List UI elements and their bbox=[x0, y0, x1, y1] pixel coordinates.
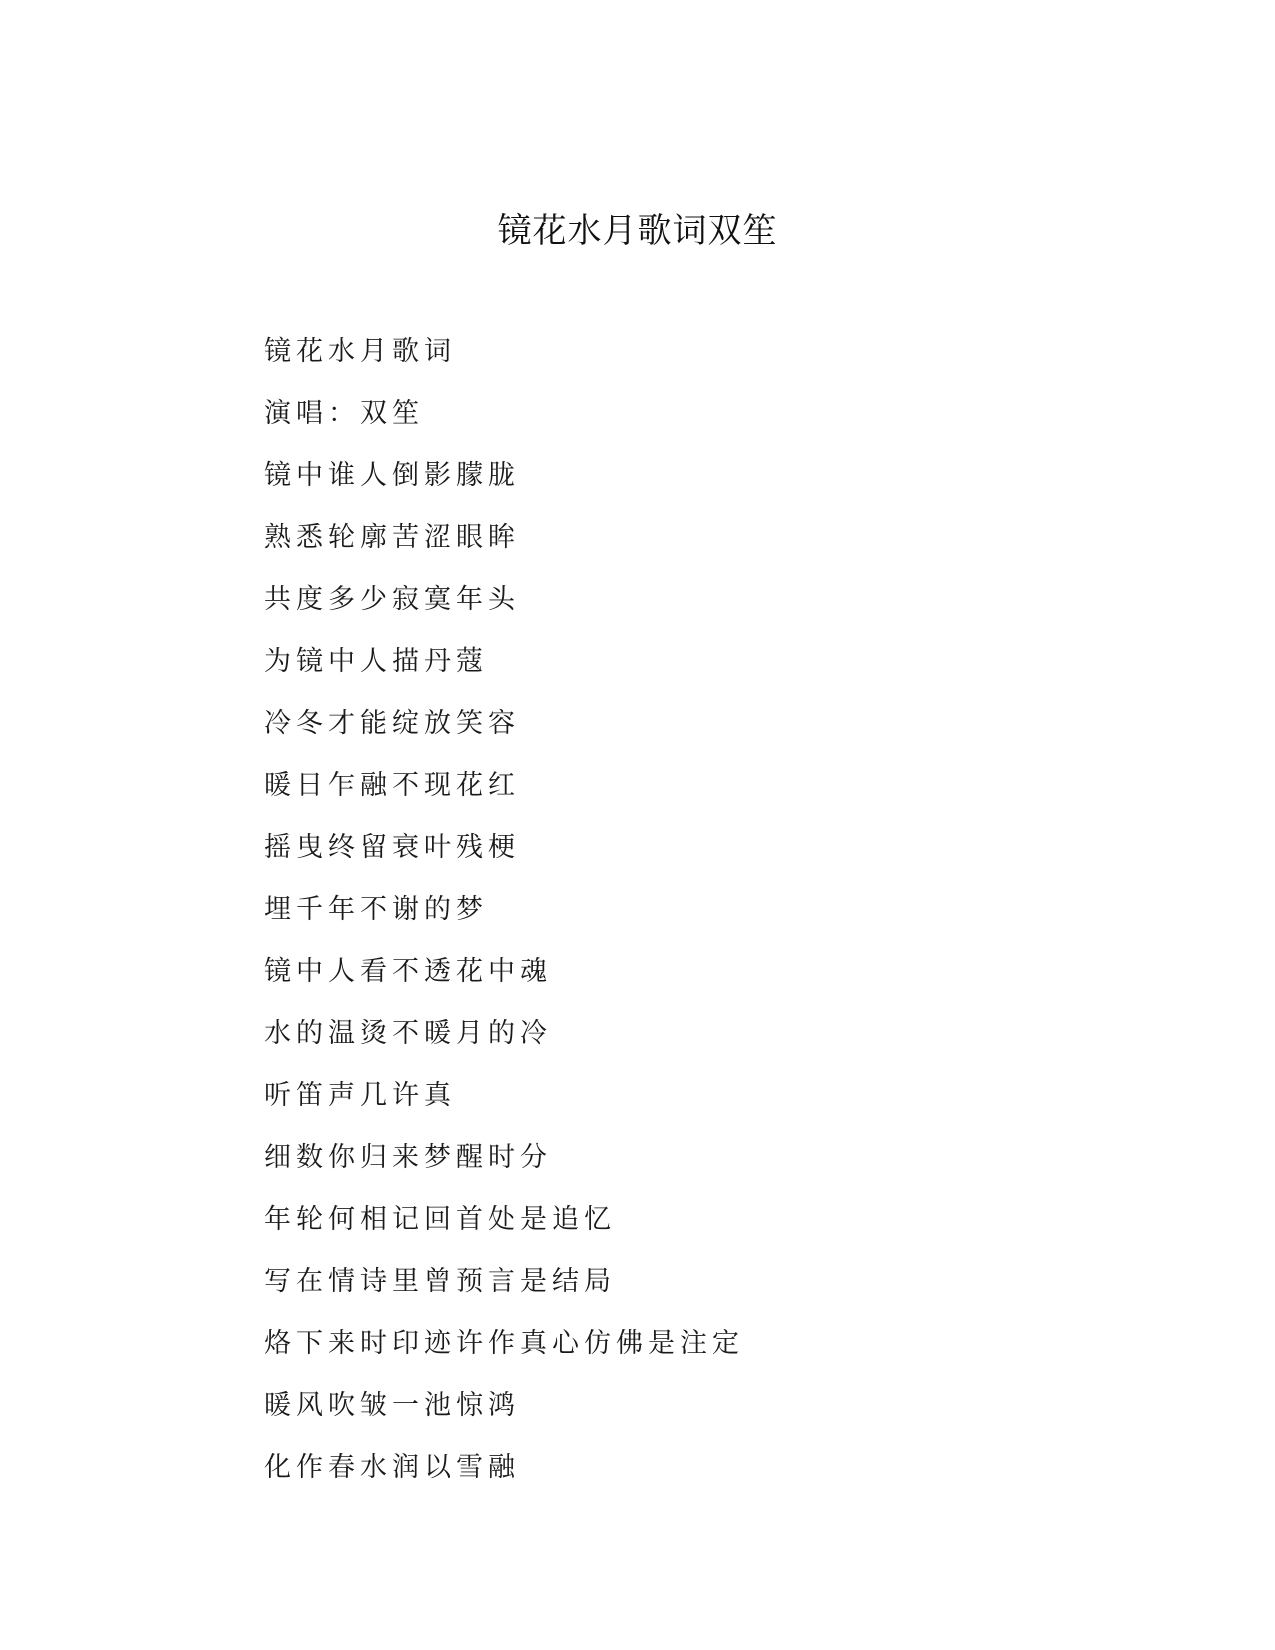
lyric-line: 共度多少寂寞年头 bbox=[264, 584, 520, 615]
lyric-line: 听笛声几许真 bbox=[264, 1080, 456, 1111]
lyric-line: 镜中谁人倒影朦胧 bbox=[264, 460, 520, 491]
lyric-line: 暖日乍融不现花红 bbox=[264, 770, 520, 801]
lyric-line: 摇曳终留衰叶残梗 bbox=[264, 832, 520, 863]
lyric-line: 镜花水月歌词 bbox=[264, 336, 456, 367]
lyric-line: 水的温烫不暖月的冷 bbox=[264, 1018, 552, 1049]
lyrics-list bbox=[264, 332, 744, 1510]
lyric-line: 为镜中人描丹蔻 bbox=[264, 646, 488, 677]
lyric-line: 年轮何相记回首处是追忆 bbox=[264, 1204, 616, 1235]
lyric-line: 冷冬才能绽放笑容 bbox=[264, 708, 520, 739]
lyric-line: 演唱：双笙 bbox=[264, 398, 424, 429]
lyric-line: 暖风吹皱一池惊鸿 bbox=[264, 1390, 520, 1421]
lyric-line: 熟悉轮廓苦涩眼眸 bbox=[264, 522, 520, 553]
lyric-line: 埋千年不谢的梦 bbox=[264, 894, 488, 925]
lyric-line: 细数你归来梦醒时分 bbox=[264, 1142, 552, 1173]
lyric-line: 写在情诗里曾预言是结局 bbox=[264, 1266, 616, 1297]
lyric-line: 化作春水润以雪融 bbox=[264, 1452, 520, 1483]
lyric-line: 烙下来时印迹许作真心仿佛是注定 bbox=[264, 1328, 744, 1359]
lyric-line: 镜中人看不透花中魂 bbox=[264, 956, 552, 987]
document-title: 镜花水月歌词双笙 bbox=[497, 211, 778, 251]
